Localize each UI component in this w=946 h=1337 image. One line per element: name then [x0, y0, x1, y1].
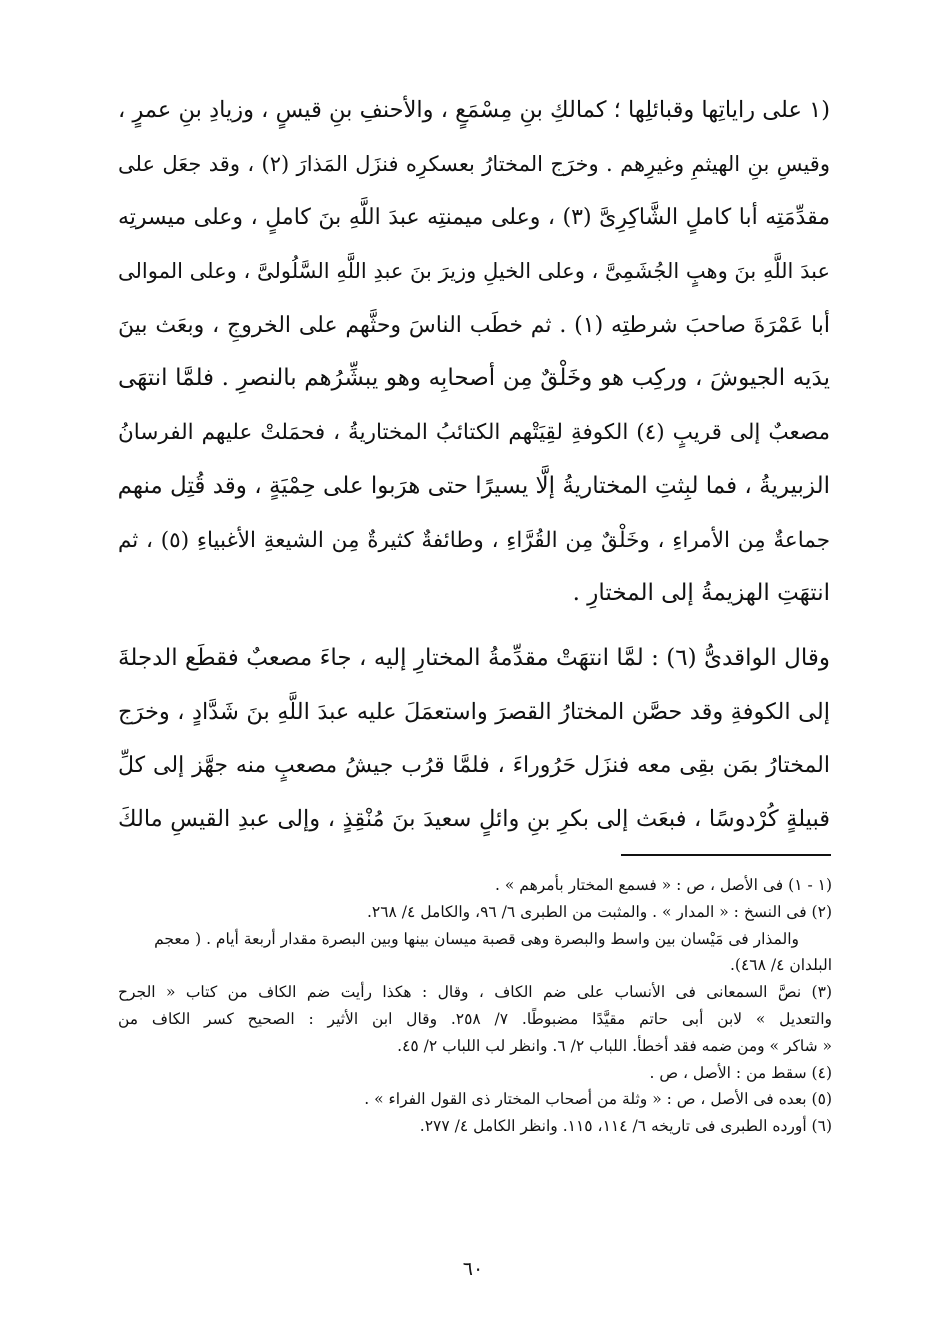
footnote: والتعديل » لابن أبى حاتم مقيَّدًا مضبوطًا. ٧/ ٢٥٨. وقال ابن الأثير : الصحيح كسر الكاف من — [118, 1009, 833, 1028]
main-text — [118, 84, 830, 847]
footnote: (٦) أورده الطبرى فى تاريخه ٦/ ١١٤، ١١٥. وانظر الكامل ٤/ ٢٧٧. — [419, 1117, 832, 1136]
footnote: (٢) فى النسخ : « المدار » . والمثبت من الطبرى ٦/ ٩٦، والكامل ٤/ ٢٦٨. — [366, 902, 832, 921]
text-line: يدَيه الجيوشَ ، وركِب هو وخَلْقٌ مِن أصحابِه وهو يبشِّرُهم بالنصرِ . فلمَّا انتهَى — [118, 365, 830, 392]
footnote: « شاكر » ومن ضمه فقد أخطأ. اللباب ٢/ ٦. وانظر لب اللباب ٢/ ٤٥. — [397, 1036, 832, 1055]
text-line: الزبيريةُ ، فما لبِثتِ المختاريةُ إلَّا يسيرًا حتى هرَبوا على حِمْيَةٍ ، وقد قُتِل منهم — [117, 472, 830, 499]
footnote-separator — [621, 854, 831, 856]
text-line: المختارُ بمَن بقِى معه فنزَل حَرُوراءَ ، فلمَّا قرُب جيشُ مصعبٍ منه جهَّز إلى كلِّ — [118, 753, 830, 779]
text-line: وقيسِ بنِ الهيثمِ وغيرِهم . وخرَج المختارُ بعسكرِه فنزَل المَذارَ (٢) ، وقد جعَل على — [118, 151, 830, 176]
text-line: إلى الكوفةِ وقد حصَّن المختارُ القصرَ واستعمَلَ عليه عبدَ اللَّهِ بنَ شَدَّادٍ ، وخرَج — [118, 698, 830, 725]
footnote: والمذار فى مَيْسان بين واسط والبصرة وهى قصبة ميسان بينها وبين البصرة مقدار أربعة أيام . ( معجم — [154, 929, 799, 948]
footnote: (٤) سقط من : الأصل ، ص . — [649, 1063, 832, 1082]
text-line: عبدَ اللَّهِ بنَ وهبٍ الجُشَمِىَّ ، وعلى الخيلِ وزيرَ بنَ عبدِ اللَّهِ السَّلُولىَّ ، وعلى الموالى — [118, 259, 830, 284]
footnote: (٥) بعده فى الأصل ، ص : « وثلة من أصحاب المختار ذى القول الفراء » . — [364, 1090, 832, 1109]
text-line: وقال الواقدىُّ (٦) : لمَّا انتهَتْ مقدِّمةُ المختارِ إليه ، جاءَ مصعبٌ فقطَع الدجلةَ — [118, 644, 830, 671]
footnotes — [118, 872, 832, 1140]
text-line: مصعبٌ إلى قريبٍ (٤) الكوفةِ لقِيَتْهم الكتائبُ المختاريةُ ، فحمَلتْ عليهم الفرسانُ — [118, 420, 831, 446]
text-line: قبيلةٍ كُرْدوسًا ، فبعَث إلى بكرِ بنِ وائلٍ سعيدَ بنَ مُنْقِذٍ ، وإلى عبدِ القيسِ مالكَ — [118, 805, 830, 832]
footnote: البلدان ٤/ ٤٦٨). — [729, 956, 832, 975]
footnote: (٣) نصَّ السمعانى فى الأنساب على ضم الكاف ، وقال : هكذا رأيت ضم الكاف من كتاب « الجرح — [118, 983, 832, 1002]
text-line: انتهَتِ الهزيمةُ إلى المختارِ . — [572, 580, 830, 607]
page-number: ٦٠ — [462, 1258, 484, 1280]
text-line: (١ على راياتِها وقبائلِها ؛ كمالكِ بنِ مِسْمَعٍ ، والأحنفِ بنِ قيسٍ ، وزيادِ بنِ عمرٍ ، — [118, 97, 830, 123]
text-line: أبا عَمْرَةَ صاحبَ شرطتِه (١) . ثم خطَب الناسَ وحثَّهم على الخروجِ ، وبعَث بينَ — [118, 312, 830, 338]
text-line: مقدِّمَتِه أبا كاملٍ الشَّاكِرِىَّ (٣) ، وعلى ميمنتِه عبدَ اللَّهِ بنَ كاملٍ ، وعلى ميسرتِه — [118, 205, 830, 231]
text-line: جماعةٌ مِن الأمراءِ ، وخَلْقٌ مِن القُرَّاءِ ، وطائفةٌ كثيرةٌ مِن الشيعةِ الأغبياءِ (٥) ، ثم — [118, 527, 830, 553]
footnote: (١ - ١) فى الأصل ، ص : « فسمع المختار بأمرهم » . — [495, 876, 832, 894]
